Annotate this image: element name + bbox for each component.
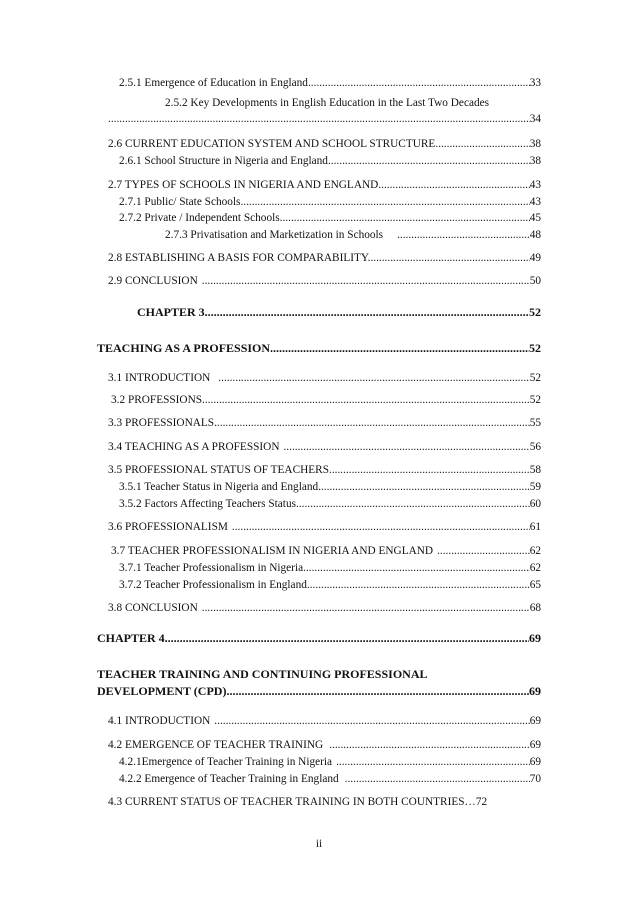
toc-entry [119,561,541,575]
toc-chapter-title-line: TEACHER TRAINING AND CONTINUING PROFESSIONAL [97,667,428,681]
toc-entry [108,520,541,534]
toc-entry-page: 55 [529,417,541,429]
toc-leader [332,463,530,477]
toc-entry-title: DEVELOPMENT (CPD). [97,684,230,698]
toc-entry-title: 4.1 INTRODUCTION [108,715,211,727]
toc-entry-page: 33 [529,77,541,89]
toc-entry-page: 43 [529,179,541,191]
toc-entry-title: 4.3 CURRENT STATUS OF TEACHER TRAINING IN BOTH COUNTRIES… [108,796,476,808]
toc-entry-title: 2.7.2 Private / Independent Schools. [119,212,283,224]
toc-entry-title: 2.8 ESTABLISHING A BASIS FOR COMPARABILITY. [108,252,371,264]
toc-leader [329,738,530,752]
toc-leader [217,416,530,430]
toc-entry-page: 60 [529,498,541,510]
toc-entry-page: 49 [529,252,541,264]
toc-entry-page: 69 [529,756,541,768]
toc-entry [108,251,541,265]
toc-leader [240,195,529,209]
toc-entry-title: 3.7 TEACHER PROFESSIONALISM IN NIGERIA AND ENGLAND [111,545,434,557]
toc-entry [165,228,541,242]
toc-chapter-entry [97,631,541,645]
toc-entry-page: 61 [529,521,541,533]
toc-entry-page: 72 [475,796,488,808]
toc-leader [273,341,529,355]
toc-entry-page: 58 [529,464,541,476]
toc-entry [119,154,541,168]
toc-entry [108,274,541,288]
toc-entry-title: TEACHING AS A PROFESSION. [97,341,274,355]
toc-entry-page: 38 [529,138,541,150]
toc-leader [283,440,529,454]
toc-leader [437,544,530,558]
toc-entry [108,137,541,151]
toc-entry-title: CHAPTER 4. [97,631,168,645]
page-number: ii [315,838,323,850]
toc-leader [310,578,530,592]
toc-entry-title: 2.6 CURRENT EDUCATION SYSTEM AND SCHOOL STRUCTURE [108,138,436,150]
toc-leader [108,112,530,126]
toc-entry [108,371,541,385]
toc-entry-title: 3.3 PROFESSIONALS. [108,417,217,429]
toc-entry [111,544,541,558]
toc-entry-page: 48 [529,229,541,241]
toc-entry-title: 3.5.2 Factors Affecting Teachers Status. [119,498,299,510]
toc-entry-title: 3.1 INTRODUCTION [108,372,211,384]
toc-entry-page: 56 [529,441,541,453]
toc-entry-page: 52 [529,341,541,355]
toc-leader [336,755,530,769]
toc-entry [119,211,541,225]
toc-entry [119,772,541,786]
toc-entry-title: 2.6.1 School Structure in Nigeria and England. [119,155,331,167]
toc-entry-title: 3.7.2 Teacher Professionalism in England. [119,579,310,591]
toc-leader [202,601,530,615]
toc-entry [108,112,541,126]
toc-leader [331,154,530,168]
toc-leader [306,561,530,575]
toc-entry-title: CHAPTER 3. [137,305,208,319]
toc-entry [119,755,541,769]
toc-entry-page: 68 [529,602,541,614]
toc-entry [119,497,541,511]
toc-leader [208,305,529,319]
toc-entry-title: 2.5.1 Emergence of Education in England [119,77,308,89]
toc-leader [168,631,529,645]
toc-entry-page: 69 [529,715,541,727]
toc-leader [282,211,529,225]
toc-leader [345,772,530,786]
toc-entry-page: 52 [529,394,541,406]
toc-entry-title: 4.2 EMERGENCE OF TEACHER TRAINING [108,739,324,751]
toc-entry-title: 3.5.1 Teacher Status in Nigeria and England. [119,481,321,493]
toc-chapter-title-entry [97,341,541,355]
toc-entry [108,714,541,728]
toc-leader [308,76,530,90]
toc-leader [321,480,530,494]
toc-entry-title: 3.4 TEACHING AS A PROFESSION [108,441,280,453]
toc-leader [370,251,529,265]
toc-leader [229,684,529,698]
toc-entry [108,416,541,430]
toc-entry-page: 69 [529,631,541,645]
toc-entry-title: 3.7.1 Teacher Professionalism in Nigeria. [119,562,306,574]
toc-leader [218,371,529,385]
toc-entry-page: 52 [529,372,541,384]
toc-entry [108,738,541,752]
toc-entry-page: 38 [529,155,541,167]
toc-entry-title: 2.7.1 Public/ State Schools [119,196,241,208]
toc-entry [108,601,541,615]
toc-entry [108,178,541,192]
toc-entry-page: 59 [529,481,541,493]
toc-leader [299,497,530,511]
toc-entry-title: 2.7 TYPES OF SCHOOLS IN NIGERIA AND ENGLAND [108,179,379,191]
toc-entry [119,578,541,592]
toc-entry-title: 2.9 CONCLUSION [108,275,198,287]
toc-entry-title: 2.7.3 Privatisation and Marketization in Schools [165,229,384,241]
toc-leader [202,274,530,288]
toc-entry-page: 62 [529,562,541,574]
toc-chapter-entry [137,305,541,319]
toc-entry [119,76,541,90]
toc-entry-page: 45 [529,212,541,224]
toc-entry-page: 69 [529,739,541,751]
toc-entry [108,440,541,454]
toc-entry [119,480,541,494]
toc-leader [205,393,530,407]
toc-entry-title: 2.5.2 Key Developments in English Education in the Last Two Decades [165,97,490,109]
toc-entry-page: 62 [529,545,541,557]
toc-entry-page: 43 [529,196,541,208]
toc-leader [214,714,529,728]
toc-leader [378,178,529,192]
toc-entry-title: 4.2.2 Emergence of Teacher Training in England [119,773,339,785]
toc-chapter-title-entry [97,684,541,698]
toc-entry-page: 69 [529,684,541,698]
toc-entry-page: 34 [529,113,541,125]
toc-entry [119,195,541,209]
toc-entry-title: 3.6 PROFESSIONALISM [108,521,228,533]
toc-leader [435,137,529,151]
toc-leader [232,520,530,534]
toc-entry [111,393,541,407]
toc-entry [108,463,541,477]
toc-entry-page: 65 [529,579,541,591]
toc-entry [108,795,541,809]
toc-entry-page: 52 [529,305,541,319]
toc-entry-page: 70 [529,773,541,785]
toc-entry-title: 3.2 PROFESSIONS. [111,394,205,406]
toc-entry-title: 3.8 CONCLUSION [108,602,198,614]
toc-entry-page: 50 [529,275,541,287]
toc-entry-title: 4.2.1Emergence of Teacher Training in Nigeria [119,756,333,768]
toc-leader [397,228,530,242]
toc-entry-title: 3.5 PROFESSIONAL STATUS OF TEACHERS. [108,464,332,476]
